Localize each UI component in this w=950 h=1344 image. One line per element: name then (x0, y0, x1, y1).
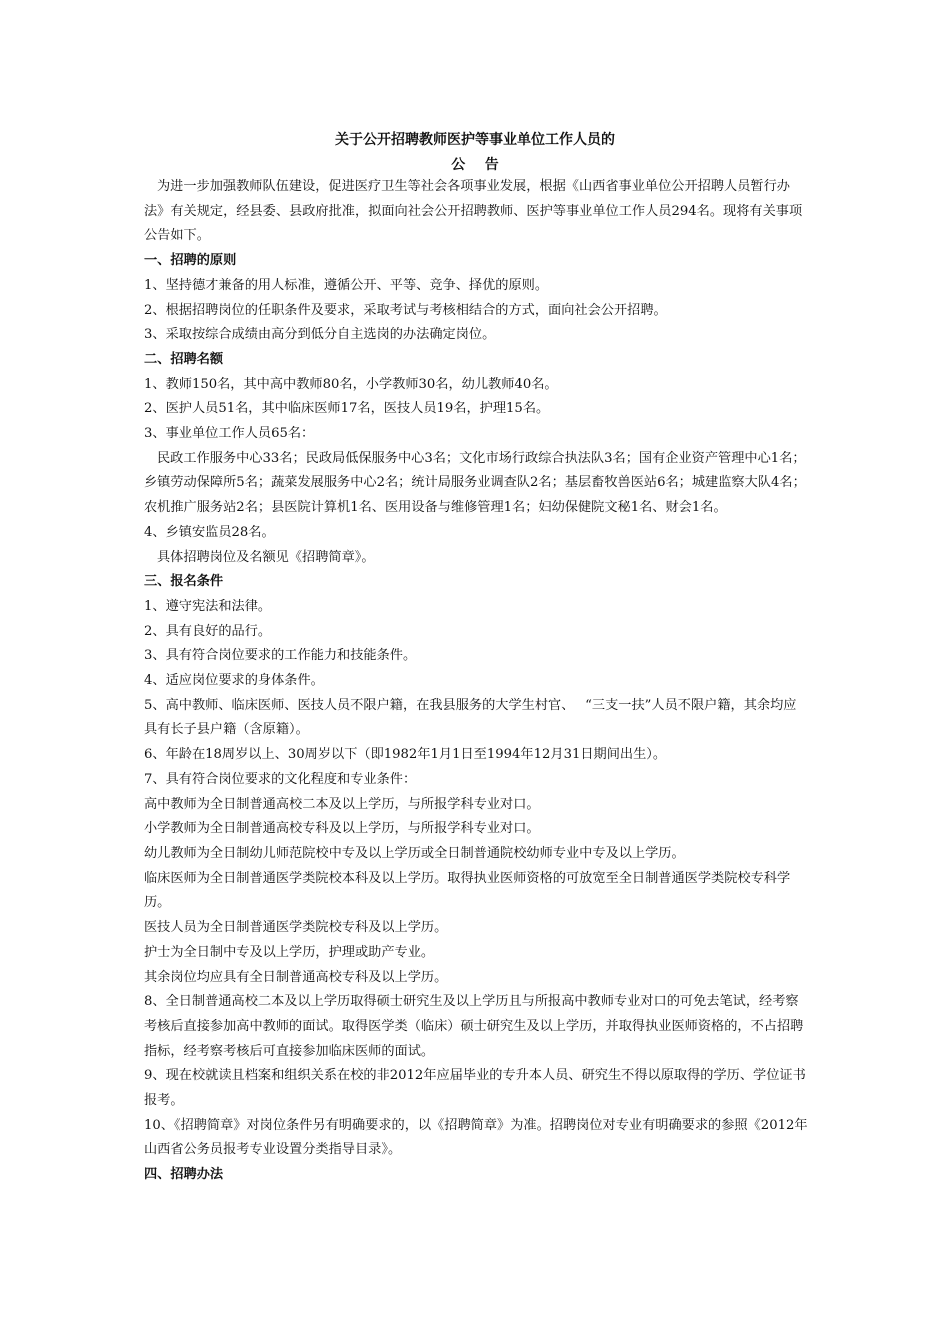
section-heading: 一、招聘的原则 (144, 253, 237, 269)
paragraph: 4、乡镇安监员28名。 (144, 524, 275, 540)
paragraph: 1、坚持德才兼备的用人标准，遵循公开、平等、竞争、择优的原则。 (144, 277, 549, 293)
paragraph: 1、教师150名，其中高中教师80名，小学教师30名，幼儿教师40名。 (144, 376, 558, 392)
document-body (144, 175, 809, 1188)
paragraph: 3、采取按综合成绩由高分到低分自主选岗的办法确定岗位。 (144, 327, 496, 343)
paragraph: 小学教师为全日制普通高校专科及以上学历，与所报学科专业对口。 (144, 821, 540, 837)
paragraph: 2、具有良好的品行。 (144, 623, 272, 639)
document-title: 关于公开招聘教师医护等事业单位工作人员的 (335, 132, 615, 148)
paragraph: 高中教师为全日制普通高校二本及以上学历，与所报学科专业对口。 (144, 796, 540, 812)
paragraph: 医技人员为全日制普通医学类院校专科及以上学历。 (144, 920, 448, 936)
paragraph: 9、现在校就读且档案和组织关系在校的非2012年应届毕业的专升本人员、研究生不得以原取得的学历、学位证书报考。 (144, 1068, 806, 1109)
paragraph: 2、医护人员51名，其中临床医师17名，医技人员19名，护理15名。 (144, 401, 550, 417)
section-heading: 二、招聘名额 (144, 351, 224, 367)
paragraph: 2、根据招聘岗位的任职条件及要求，采取考试与考核相结合的方式，面向社会公开招聘。 (144, 302, 667, 318)
paragraph: 临床医师为全日制普通医学类院校本科及以上学历。取得执业医师资格的可放宽至全日制普通医学类院校专科学历。 (144, 870, 791, 911)
paragraph: 护士为全日制中专及以上学历，护理或助产专业。 (144, 944, 435, 960)
section-heading: 四、招聘办法 (144, 1167, 224, 1183)
paragraph: 3、事业单位工作人员65名： (144, 426, 315, 442)
section-heading: 三、报名条件 (144, 574, 224, 590)
paragraph: 8、全日制普通高校二本及以上学历取得硕士研究生及以上学历且与所报高中教师专业对口的可免去笔试，经考察考核后直接参加高中教师的面试。取得医学类（临床）硕士研究生及以上学历，并取得执业医师资格的，不占招聘指标，经考察考核后可直接参加临床医师的面试。 (144, 994, 804, 1059)
paragraph: 幼儿教师为全日制幼儿师范院校中专及以上学历或全日制普通院校幼师专业中专及以上学历。 (144, 845, 685, 861)
paragraph: 1、遵守宪法和法律。 (144, 598, 272, 614)
paragraph: 10、《招聘简章》对岗位条件另有明确要求的，以《招聘简章》为准。招聘岗位对专业有明确要求的参照《2012年山西省公务员报考专业设置分类指导目录》。 (144, 1117, 808, 1158)
paragraph: 其余岗位均应具有全日制普通高校专科及以上学历。 (144, 969, 448, 985)
paragraph: 6、年龄在18周岁以上、30周岁以下（即1982年1月1日至1994年12月31日期间出生）。 (144, 747, 667, 763)
paragraph: 5、高中教师、临床医师、医技人员不限户籍，在我县服务的大学生村官、 “三支一扶”人员不限户籍，其余均应具有长子县户籍（含原籍）。 (144, 697, 797, 738)
paragraph: 民政工作服务中心33名；民政局低保服务中心3名；文化市场行政综合执法队3名；国有企业资产管理中心1名；乡镇劳动保障所5名；蔬菜发展服务中心2名；统计局服务业调查队2名；基层畜牧兽医站6名；城建监察大队4名；农机推广服务站2名；县医院计算机1名、医用设备与维修管理1名；妇幼保健院文秘1名、财会1名。 (144, 450, 806, 516)
paragraph: 具体招聘岗位及名额见《招聘简章》。 (157, 549, 375, 565)
paragraph: 3、具有符合岗位要求的工作能力和技能条件。 (144, 648, 417, 664)
paragraph: 4、适应岗位要求的身体条件。 (144, 673, 324, 689)
paragraph: 7、具有符合岗位要求的文化程度和专业条件： (144, 771, 417, 787)
paragraph: 为进一步加强教师队伍建设，促进医疗卫生等社会各项事业发展，根据《山西省事业单位公开招聘人员暂行办法》有关规定，经县委、县政府批准，拟面向社会公开招聘教师、医护等事业单位工作人员294名。现将有关事项公告如下。 (144, 179, 803, 244)
document-subtitle: 公告 (451, 157, 519, 173)
